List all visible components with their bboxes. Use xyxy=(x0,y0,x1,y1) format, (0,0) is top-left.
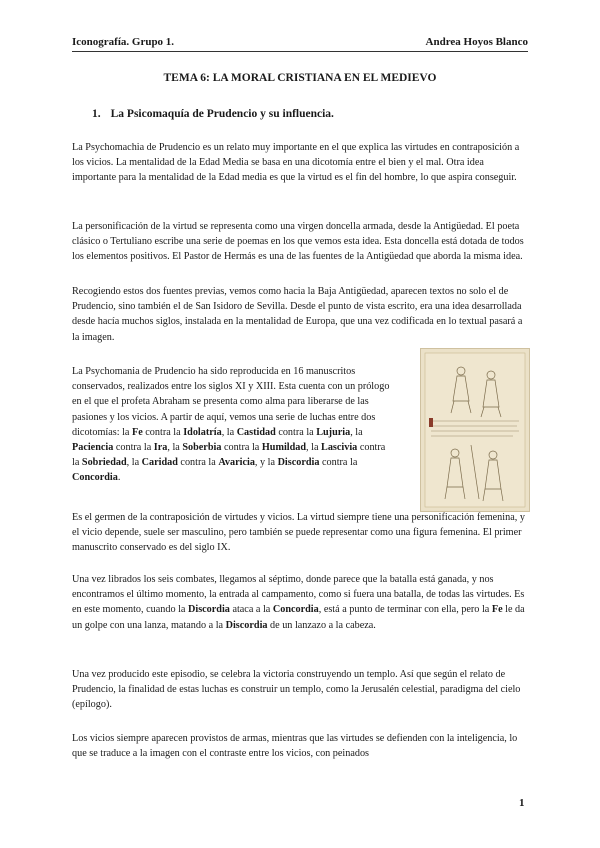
term-soberbia: Soberbia xyxy=(182,442,222,454)
term-concordia: Concordia xyxy=(72,472,118,484)
manuscript-illustration xyxy=(420,348,530,512)
page-number: 1 xyxy=(519,797,525,809)
term-humildad: Humildad xyxy=(261,442,307,454)
section-title: La Psicomaquía de Prudencio y su influencia. xyxy=(110,108,334,120)
paragraph-1: La Psychomachia de Prudencio es un relato muy importante en el que explica las virtudes en contraposición a los vicios. La mentalidad de la Edad Media se basa en una dicotomía entre el bien y el mal. Otra idea importante para la mentalidad de la Edad media es que la virtud es el fin del hombre, lo que aspira conseguir. xyxy=(72,142,520,184)
section-number: 1. xyxy=(92,108,101,120)
term-discordia: Discordia xyxy=(225,619,268,631)
term-castidad: Castidad xyxy=(236,426,276,438)
p6-text-c: , está a punto de terminar con ella, pero la xyxy=(318,604,490,616)
page-header xyxy=(72,36,528,52)
term-idolatria: Idolatría xyxy=(183,426,222,438)
p6-text-d: le da un golpe con una lanza, matando a la xyxy=(72,604,525,631)
paragraph-5: Es el germen de la contraposición de virtudes y vicios. La virtud siempre tiene una personificación femenina, y el vicio depende, suele ser masculino, pero también se puede representar como una figura femenina. El primer manuscrito conservado es del siglo IX. xyxy=(72,512,525,554)
p6-text-e: de un lanzazo a la cabeza. xyxy=(270,619,376,631)
header-author: Andrea Hoyos Blanco xyxy=(425,36,528,48)
term-discordia: Discordia xyxy=(277,457,320,469)
paragraph-8: Los vicios siempre aparecen provistos de armas, mientras que las virtudes se defienden con la inteligencia, lo que se traduce a la imagen con el contraste entre los vicios, con peinados xyxy=(72,733,518,760)
paragraph-6 xyxy=(72,572,528,633)
term-caridad: Caridad xyxy=(141,457,178,469)
document-title: TEMA 6: LA MORAL CRISTIANA EN EL MEDIEVO xyxy=(163,72,437,84)
term-avaricia: Avaricia xyxy=(218,457,255,469)
term-lujuria: Lujuria xyxy=(316,426,351,438)
paragraph-3: Recogiendo estos dos fuentes previas, vemos como hacia la Baja Antigüedad, aparecen textos no solo el de Prudencio, sino también el de San Isidoro de Sevilla. Desde el punto de vista escrito, era una idea desarrollada desde hacía muchos siglos, instalada en la mentalidad de Europa, que una vez codificada en lo textual pasará a la imagen. xyxy=(72,286,523,343)
term-lascivia: Lascivia xyxy=(321,442,358,454)
paragraph-7: Una vez producido este episodio, se celebra la victoria construyendo un templo. Así que según el relato de Prudencio, la finalidad de estas luchas es construir un templo, como la Jerusalén celestial, paradigma del cielo (epílogo). xyxy=(72,669,521,711)
term-fe: Fe xyxy=(131,426,143,438)
p6-text-b: ataca a la xyxy=(232,604,271,616)
term-fe: Fe xyxy=(491,604,503,616)
term-paciencia: Paciencia xyxy=(72,442,114,454)
term-discordia: Discordia xyxy=(188,604,230,616)
term-ira: Ira xyxy=(153,442,168,454)
p4-intro: La Psychomania de Prudencio ha sido reproducida en 16 manuscritos conservados, realizados entre los siglos XI y XIII. Esta cuenta con un prólogo en el que el profeta Abraham se presenta como alma para liberarse de las pasiones y los vicios. A partir de aquí, vemos una serie de luchas entre dos dicotomías: la xyxy=(72,366,390,438)
section-heading xyxy=(92,108,334,120)
term-concordia: Concordia xyxy=(272,604,319,616)
paragraph-2: La personificación de la virtud se representa como una virgen doncella armada, desde la Antigüedad. El poeta clásico o Tertuliano escribe una serie de poemas en los que vemos esta idea. Esta doncella está dotada de todos los elementos positivos. El Pastor de Hermás es una de las fuentes de la Antigüedad que aborda la misma idea. xyxy=(72,221,524,263)
term-sobriedad: Sobriedad xyxy=(81,457,127,469)
manuscript-drawing xyxy=(421,349,529,511)
paragraph-4: La Psychomania de Prudencio ha sido reproducida en 16 manuscritos conservados, realizados entre los siglos XI y XIII. Esta cuenta con un prólogo en el que el profeta Abraham se presenta como alma para liberarse de las pasiones y los vicios. A partir de aquí, vemos una serie de luchas entre dos dicotomías: la Fe contra la Idolatría, la Castidad contra la Lujuria, la Paciencia contra la Ira, la Soberbia contra la Humildad, la Lascivia contra la Sobriedad, la Caridad contra la Avaricia, y la Discordia contra la Concordia. xyxy=(72,366,390,484)
header-course: Iconografía. Grupo 1. xyxy=(72,36,175,48)
p6-text-a: Una vez librados los seis combates, llegamos al séptimo, donde parece que la batalla está ganada, y nos encontramos el último momento, la entrada al campamento, como si fuera una batalla, de todas las virtudes. Es en este momento, cuando la xyxy=(72,574,525,616)
